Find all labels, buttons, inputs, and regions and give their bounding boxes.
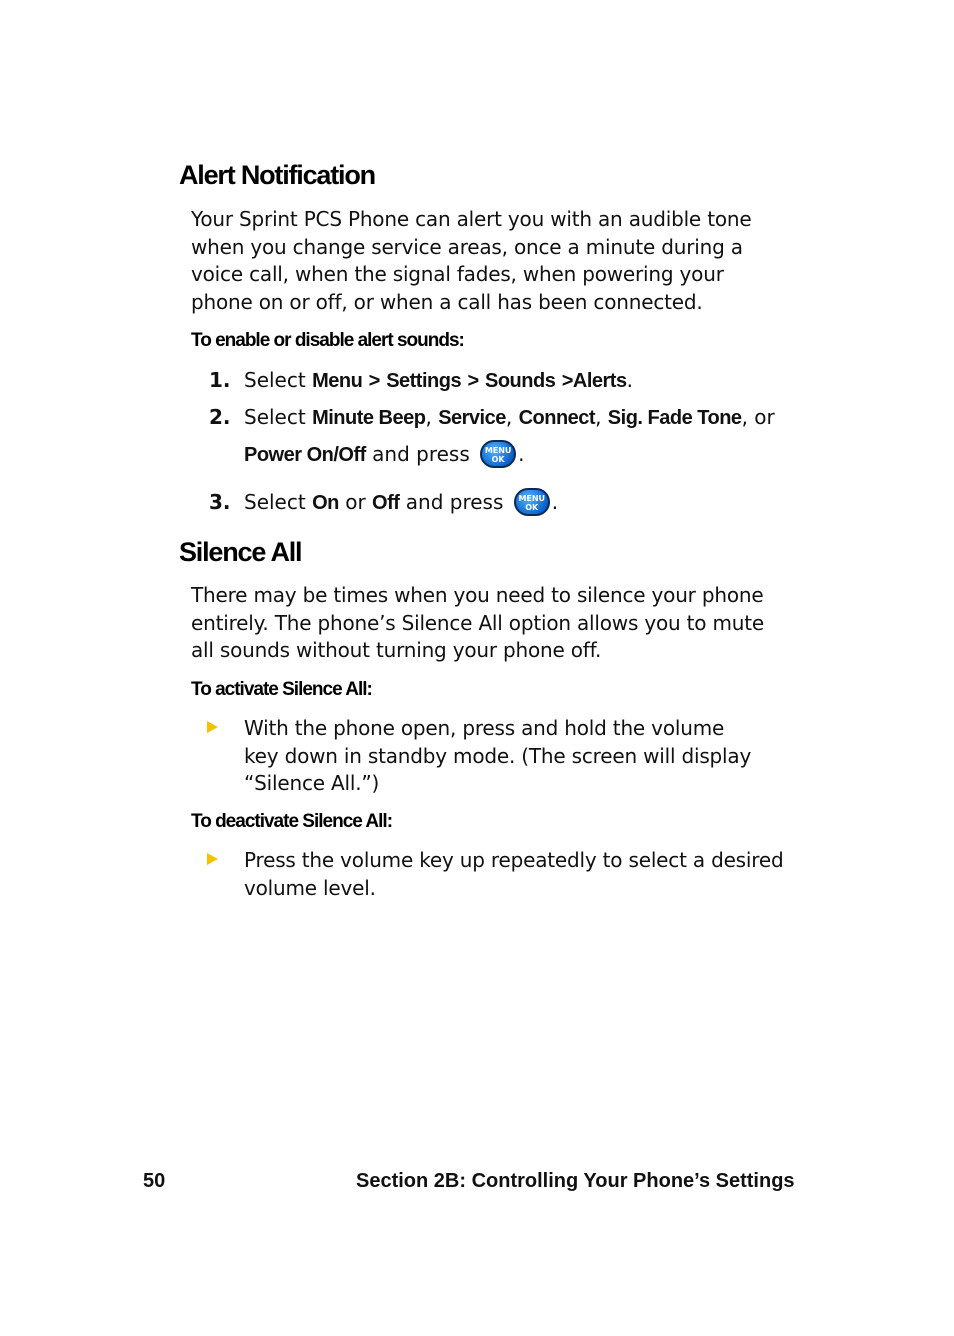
step-number: 1. <box>209 368 231 392</box>
punctuation: . <box>518 442 525 466</box>
bullet-line: “Silence All.”) <box>244 771 380 796</box>
enable-alert-subheading: To enable or disable alert sounds: <box>191 330 464 351</box>
step-text: Select <box>244 490 306 514</box>
step-text: , or <box>741 405 775 429</box>
page-number: 50 <box>143 1170 166 1192</box>
sounds-term: Sounds <box>485 370 556 392</box>
punctuation: . <box>626 368 633 392</box>
deactivate-silence-subheading: To deactivate Silence All: <box>191 811 393 832</box>
separator: > <box>561 370 573 392</box>
off-term: Off <box>372 492 400 514</box>
on-term: On <box>312 492 339 514</box>
sig-fade-tone-term: Sig. Fade Tone <box>607 407 742 429</box>
bullet-line: volume level. <box>244 875 376 900</box>
bullet-line: key down in standby mode. (The screen will display <box>244 743 752 768</box>
power-on-off-term: Power On/Off <box>244 444 366 466</box>
step-text: or <box>345 490 366 514</box>
bullet-line: With the phone open, press and hold the volume <box>244 716 725 740</box>
bullet-line: Press the volume key up repeatedly to select a desired <box>244 848 784 872</box>
service-term: Service <box>438 407 506 429</box>
menu-ok-key-icon: MENU OK <box>480 440 516 468</box>
bullet-arrow-icon <box>207 853 218 865</box>
silence-all-body: There may be times when you need to silence your phone entirely. The phone’s Silence All option allows you to mute all sounds without turning your phone off. <box>191 583 764 663</box>
alert-notification-heading: Alert Notification <box>179 160 375 190</box>
separator: > <box>467 370 479 392</box>
alert-notification-body: Your Sprint PCS Phone can alert you with an audible tone when you change service areas, once a minute during a voice call, when the signal fades, when powering your phone on or off, or when a call has been connected. <box>191 207 752 315</box>
separator: > <box>368 370 380 392</box>
step-text: Select <box>244 405 306 429</box>
alerts-term: Alerts <box>572 370 627 392</box>
activate-silence-subheading: To activate Silence All: <box>191 679 372 700</box>
connect-term: Connect <box>518 407 596 429</box>
minute-beep-term: Minute Beep <box>312 407 426 429</box>
silence-all-heading: Silence All <box>179 537 302 567</box>
menu-term: Menu <box>312 370 363 392</box>
settings-term: Settings <box>386 370 462 392</box>
step-text: and press <box>372 442 470 466</box>
step-text: and press <box>405 490 504 514</box>
footer-section-title: Section 2B: Controlling Your Phone’s Settings <box>356 1170 795 1192</box>
punctuation: . <box>551 490 559 514</box>
step-number: 3. <box>209 490 231 514</box>
step-text: Select <box>244 368 306 392</box>
step-number: 2. <box>209 405 231 429</box>
bullet-arrow-icon <box>207 721 218 733</box>
menu-ok-key-icon: MENU OK <box>514 488 550 516</box>
